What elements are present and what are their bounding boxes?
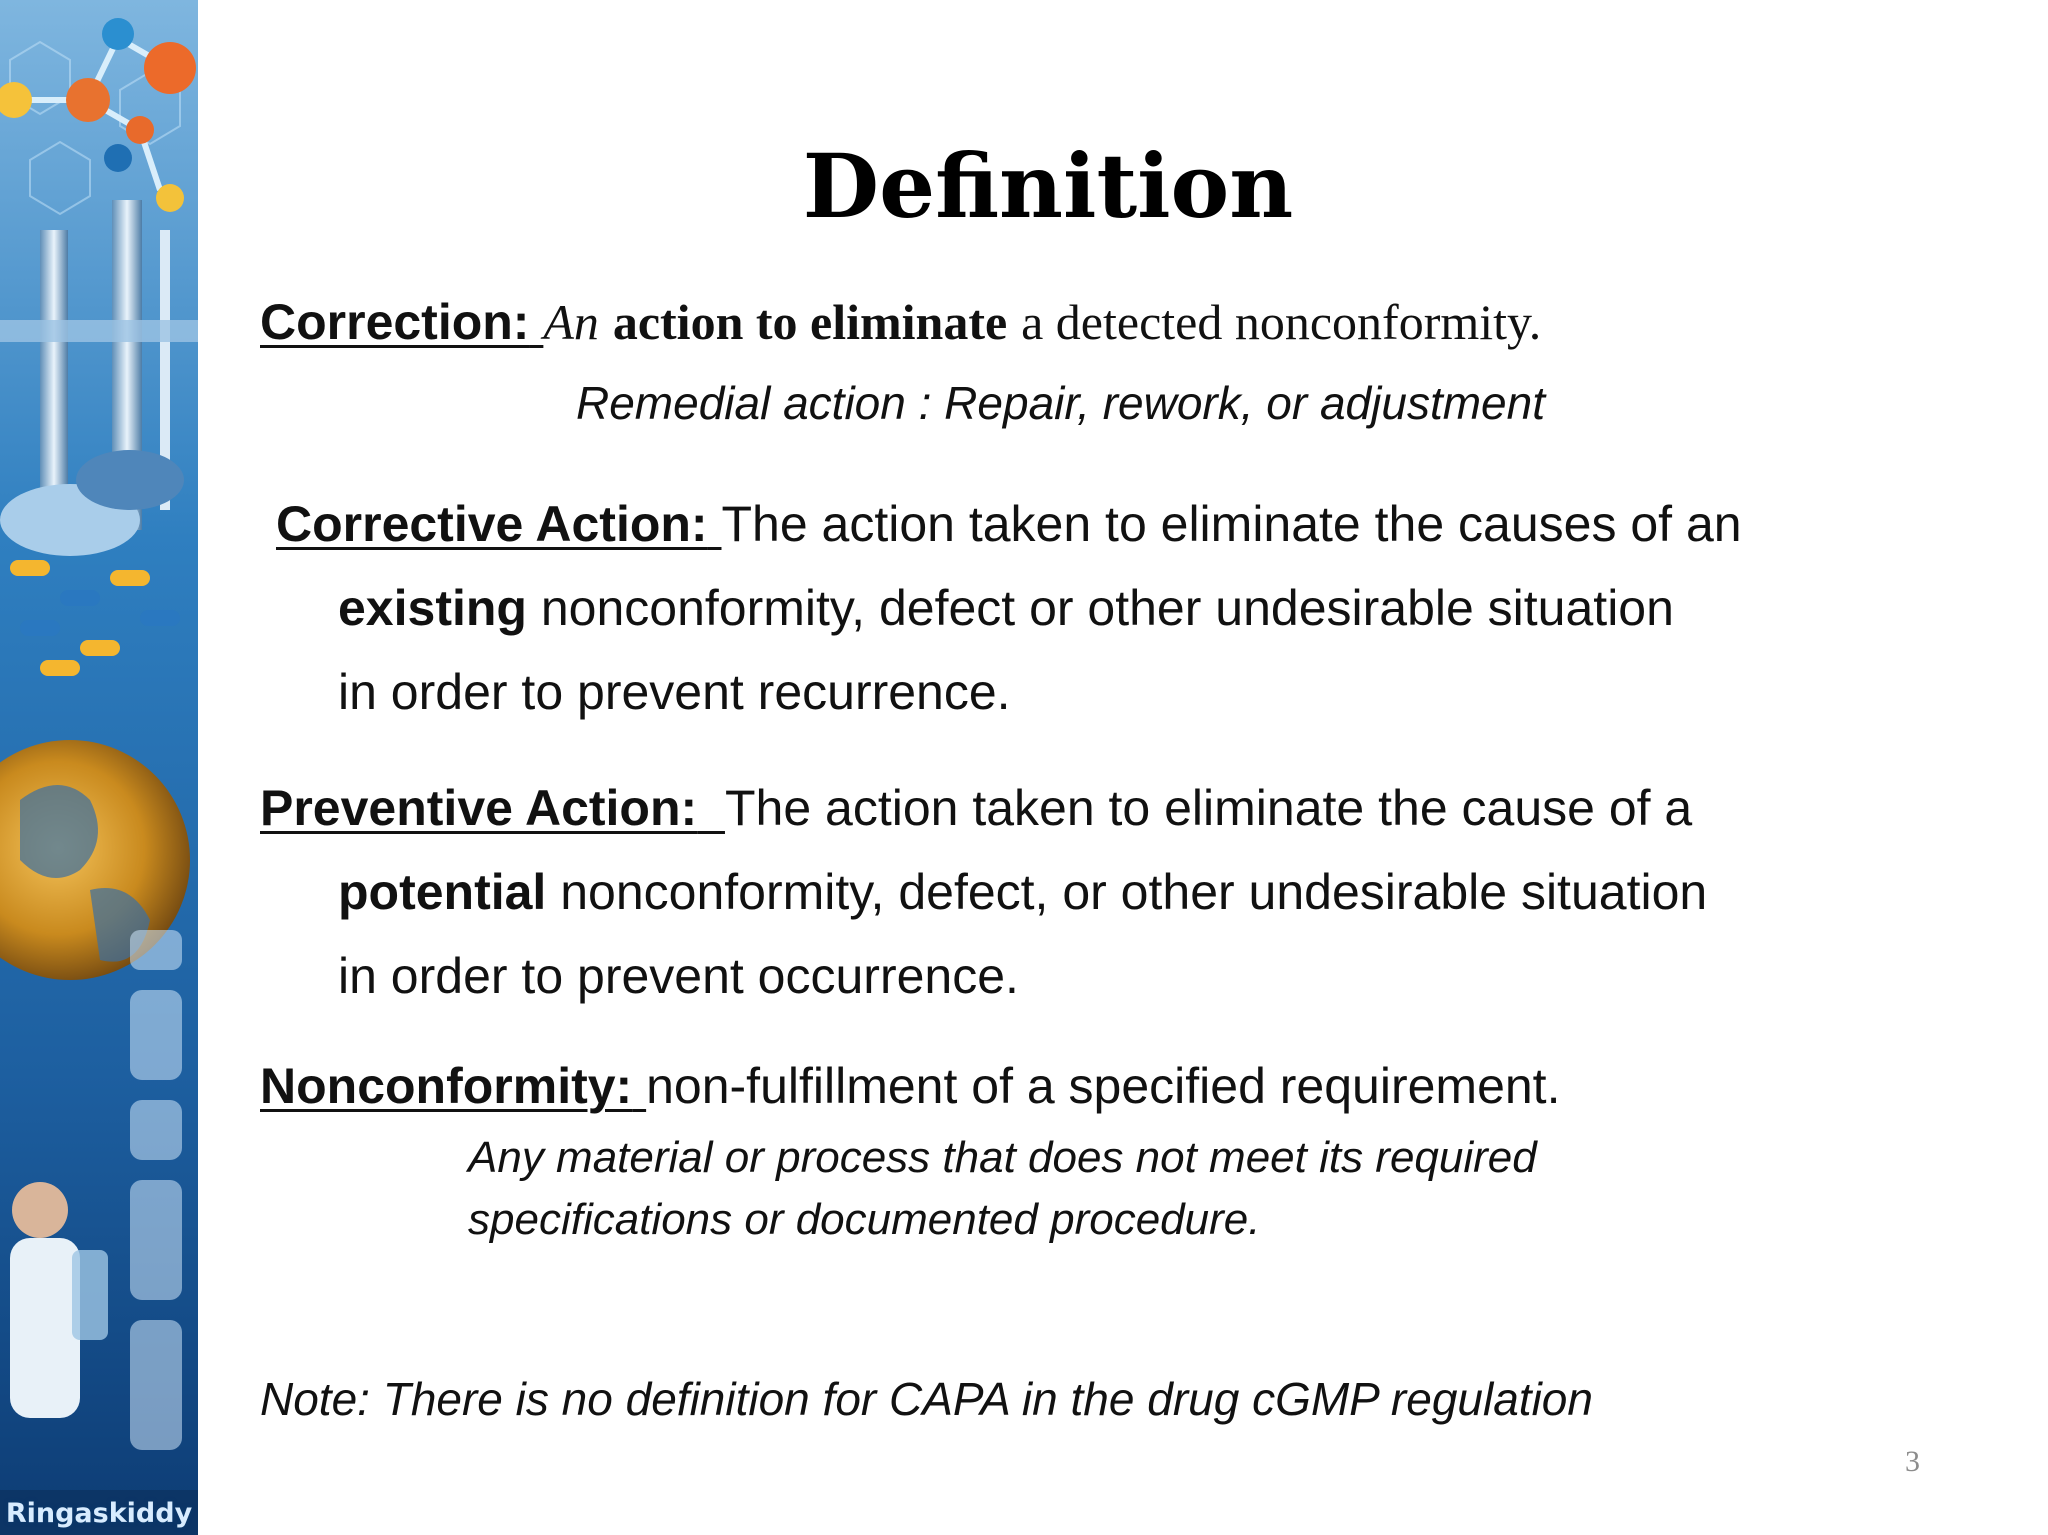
side-image-caption: Ringaskiddy (5, 1498, 193, 1529)
preventive-action-line-2-rest: nonconformity, defect, or other undesirable situation (560, 864, 1708, 920)
nonconformity-example-line-1: Any material or process that does not meet its required (468, 1133, 1537, 1182)
preventive-action-line-3: in order to prevent occurrence. (338, 948, 1019, 1004)
decorative-side-image (0, 0, 198, 1535)
preventive-action-bold: potential (338, 864, 547, 920)
corrective-action-line-1 (276, 494, 1742, 554)
pharma-collage-illustration (0, 0, 198, 1535)
correction-example: Remedial action : Repair, rework, or adjustment (576, 377, 1545, 429)
nonconformity-term: Nonconformity: (260, 1058, 633, 1114)
correction-bold-phrase: action to eliminate (612, 294, 1008, 350)
corrective-action-line-2 (338, 578, 1674, 638)
corrective-action-term: Corrective Action: (276, 496, 708, 552)
preventive-action-term: Preventive Action: (260, 780, 698, 836)
slide-content (198, 0, 2048, 1535)
corrective-action-line-1-rest: The action taken to eliminate the causes of an (721, 496, 1742, 552)
correction-term: Correction: (260, 294, 530, 350)
page-number: 3 (1905, 1445, 1920, 1478)
corrective-action-bold: existing (338, 580, 527, 636)
preventive-action-line-1-rest: The action taken to eliminate the cause of a (724, 780, 1693, 836)
capa-note: Note: There is no definition for CAPA in the drug cGMP regulation (260, 1373, 1593, 1425)
corrective-action-line-3: in order to prevent recurrence. (338, 664, 1011, 720)
nonconformity-definition (260, 1056, 1560, 1116)
correction-definition (260, 292, 1541, 352)
corrective-action-line-2-rest: nonconformity, defect or other undesirable situation (540, 580, 1674, 636)
preventive-action-line-2 (338, 862, 1707, 922)
correction-rest: a detected nonconformity. (1021, 294, 1542, 350)
slide-title: Definition (802, 134, 1294, 238)
nonconformity-rest: non-fulfillment of a specified requirement. (646, 1058, 1561, 1114)
correction-an: An (543, 294, 599, 350)
nonconformity-example-line-2: specifications or documented procedure. (468, 1195, 1261, 1244)
preventive-action-line-1 (260, 778, 1692, 838)
